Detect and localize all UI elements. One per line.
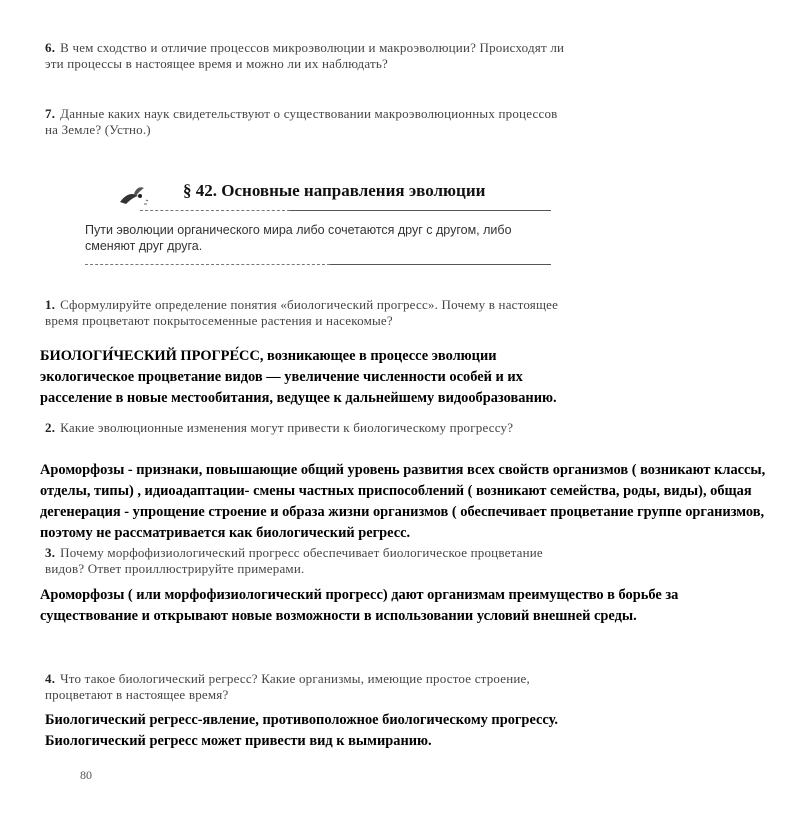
question-number: 6.	[45, 40, 56, 55]
question-7	[45, 106, 565, 137]
question-text: В чем сходство и отличие процессов микроэволюции и макроэволюции? Происходят ли эти процессы в настоящее время и можно ли их наблюдать?	[45, 40, 565, 71]
task-1-question	[45, 297, 565, 328]
divider	[290, 210, 551, 211]
task-number: 2.	[45, 420, 56, 435]
section-title: § 42. Основные направления эволюции	[183, 181, 486, 200]
task-2-question	[45, 420, 565, 436]
bird-icon	[116, 184, 152, 210]
task-number: 4.	[45, 671, 56, 686]
task-4-question	[45, 671, 565, 702]
divider	[140, 210, 290, 211]
task-4-answer: Биологический регресс-явление, противоположное биологическому прогрессу. Биологический регресс может привести вид к вымиранию.	[45, 712, 558, 749]
question-6	[45, 40, 565, 71]
divider	[85, 264, 330, 265]
task-question-text: Сформулируйте определение понятия «биологический прогресс». Почему в настоящее время процветают покрытосеменные растения и насекомые?	[45, 297, 559, 328]
page-number: 80	[80, 768, 92, 782]
task-1-answer: БИОЛОГИ́ЧЕСКИЙ ПРОГРЕ́СС, возникающее в процессе эволюции экологическое процветание видов — увеличение численности особей и их расселение в новые местообитания, ведущее к дальнейшему видообразованию.	[40, 348, 557, 406]
task-2-answer: Ароморфозы - признаки, повышающие общий уровень развития всех свойств организмов ( возникают классы, отделы, типы) , идиоадаптации- смены частных приспособлений ( возникают семейства, роды, виды), общая дегенерация - упрощение строение и образа жизни организмов ( обеспечивает процветание группе организмов, поэтому не рассматривается как биологический регресс.	[40, 462, 766, 541]
task-3-answer: Ароморфозы ( или морфофизиологический прогресс) дают организмам преимущество в борьбе за существование и открывают новые возможности в использовании условий внешней среды.	[40, 587, 679, 624]
task-3-question	[45, 545, 565, 576]
task-number: 3.	[45, 545, 56, 560]
section-intro: Пути эволюции органического мира либо сочетаются друг с другом, либо сменяют друг друга.	[85, 223, 512, 253]
question-number: 7.	[45, 106, 56, 121]
task-question-text: Что такое биологический регресс? Какие организмы, имеющие простое строение, процветают в настоящее время?	[45, 671, 530, 702]
task-question-text: Почему морфофизиологический прогресс обеспечивает биологическое процветание видов? Ответ проиллюстрируйте примерами.	[45, 545, 543, 576]
divider	[330, 264, 551, 265]
task-question-text: Какие эволюционные изменения могут привести к биологическому прогрессу?	[60, 420, 514, 435]
task-number: 1.	[45, 297, 56, 312]
question-text: Данные каких наук свидетельствуют о существовании макроэволюционных процессов на Земле? (Устно.)	[45, 106, 558, 137]
